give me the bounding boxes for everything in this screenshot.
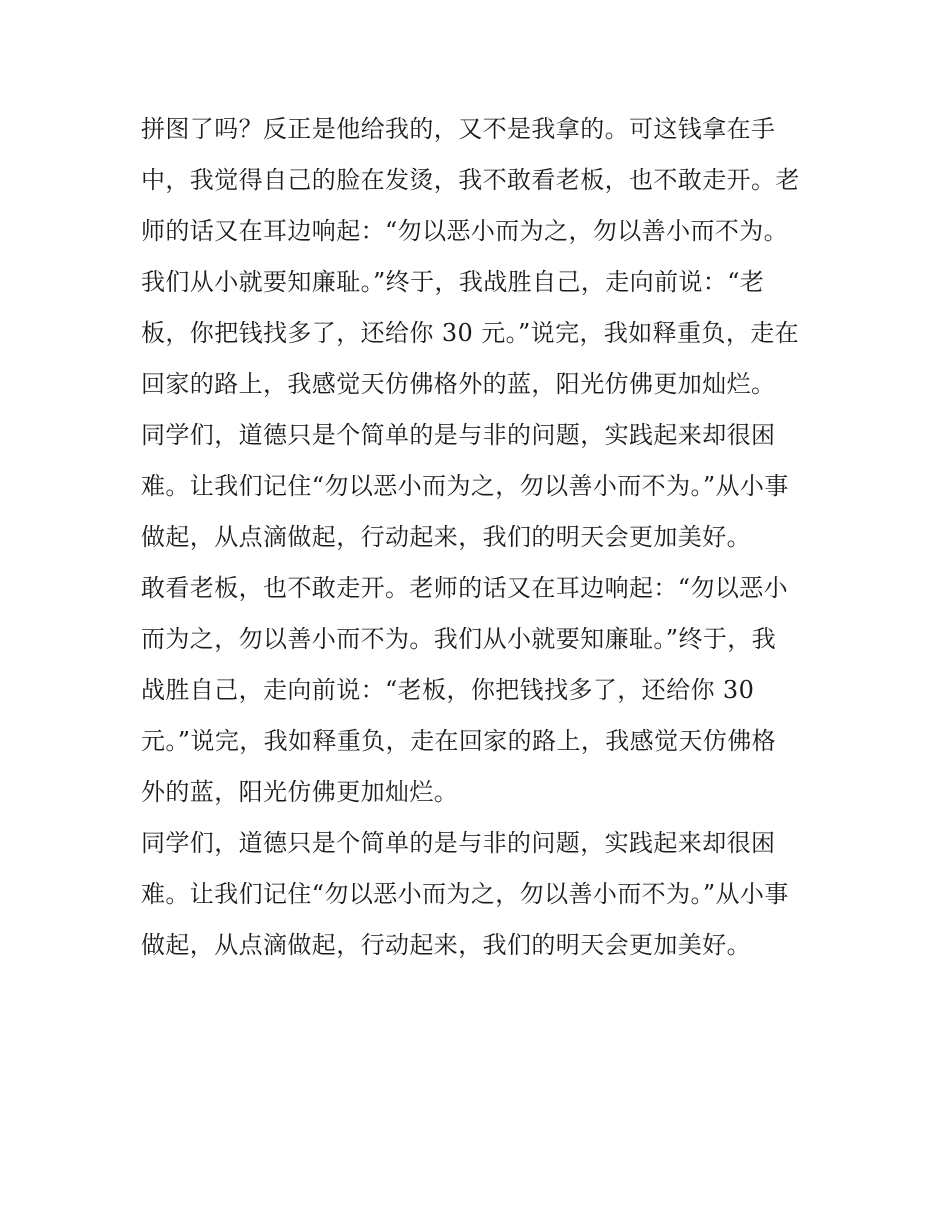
- document-body: [141, 104, 821, 971]
- text-line: 难。让我们记住“勿以恶小而为之，勿以善小而不为。”从小事: [141, 880, 789, 908]
- text-line: 我们从小就要知廉耻。”终于，我战胜自己，走向前说：“老: [141, 268, 765, 296]
- text-line: 外的蓝，阳光仿佛更加灿烂。: [141, 778, 459, 806]
- text-line: 中，我觉得自己的脸在发烫，我不敢看老板，也不敢走开。老: [141, 166, 800, 194]
- text-line: 回家的路上，我感觉天仿佛格外的蓝，阳光仿佛更加灿烂。: [141, 370, 776, 398]
- text-line: 战胜自己，走向前说：“老板，你把钱找多了，还给你 30: [141, 676, 755, 704]
- text-line: 做起，从点滴做起，行动起来，我们的明天会更加美好。: [141, 523, 751, 551]
- text-line: 同学们，道德只是个简单的是与非的问题，实践起来却很困: [141, 829, 776, 857]
- text-line: 元。”说完，我如释重负，走在回家的路上，我感觉天仿佛格: [141, 727, 777, 755]
- text-line: 做起，从点滴做起，行动起来，我们的明天会更加美好。: [141, 931, 751, 959]
- text-line: 师的话又在耳边响起：“勿以恶小而为之，勿以善小而不为。: [141, 217, 789, 245]
- text-line: 而为之，勿以善小而不为。我们从小就要知廉耻。”终于，我: [141, 625, 777, 653]
- text-line: 拼图了吗？反正是他给我的，又不是我拿的。可这钱拿在手: [141, 115, 776, 143]
- text-line: 板，你把钱找多了，还给你 30 元。”说完，我如释重负，走在: [141, 319, 800, 347]
- text-line: 同学们，道德只是个简单的是与非的问题，实践起来却很困: [141, 421, 776, 449]
- text-line: 敢看老板，也不敢走开。老师的话又在耳边响起：“勿以恶小: [141, 574, 789, 602]
- text-line: 难。让我们记住“勿以恶小而为之，勿以善小而不为。”从小事: [141, 472, 789, 500]
